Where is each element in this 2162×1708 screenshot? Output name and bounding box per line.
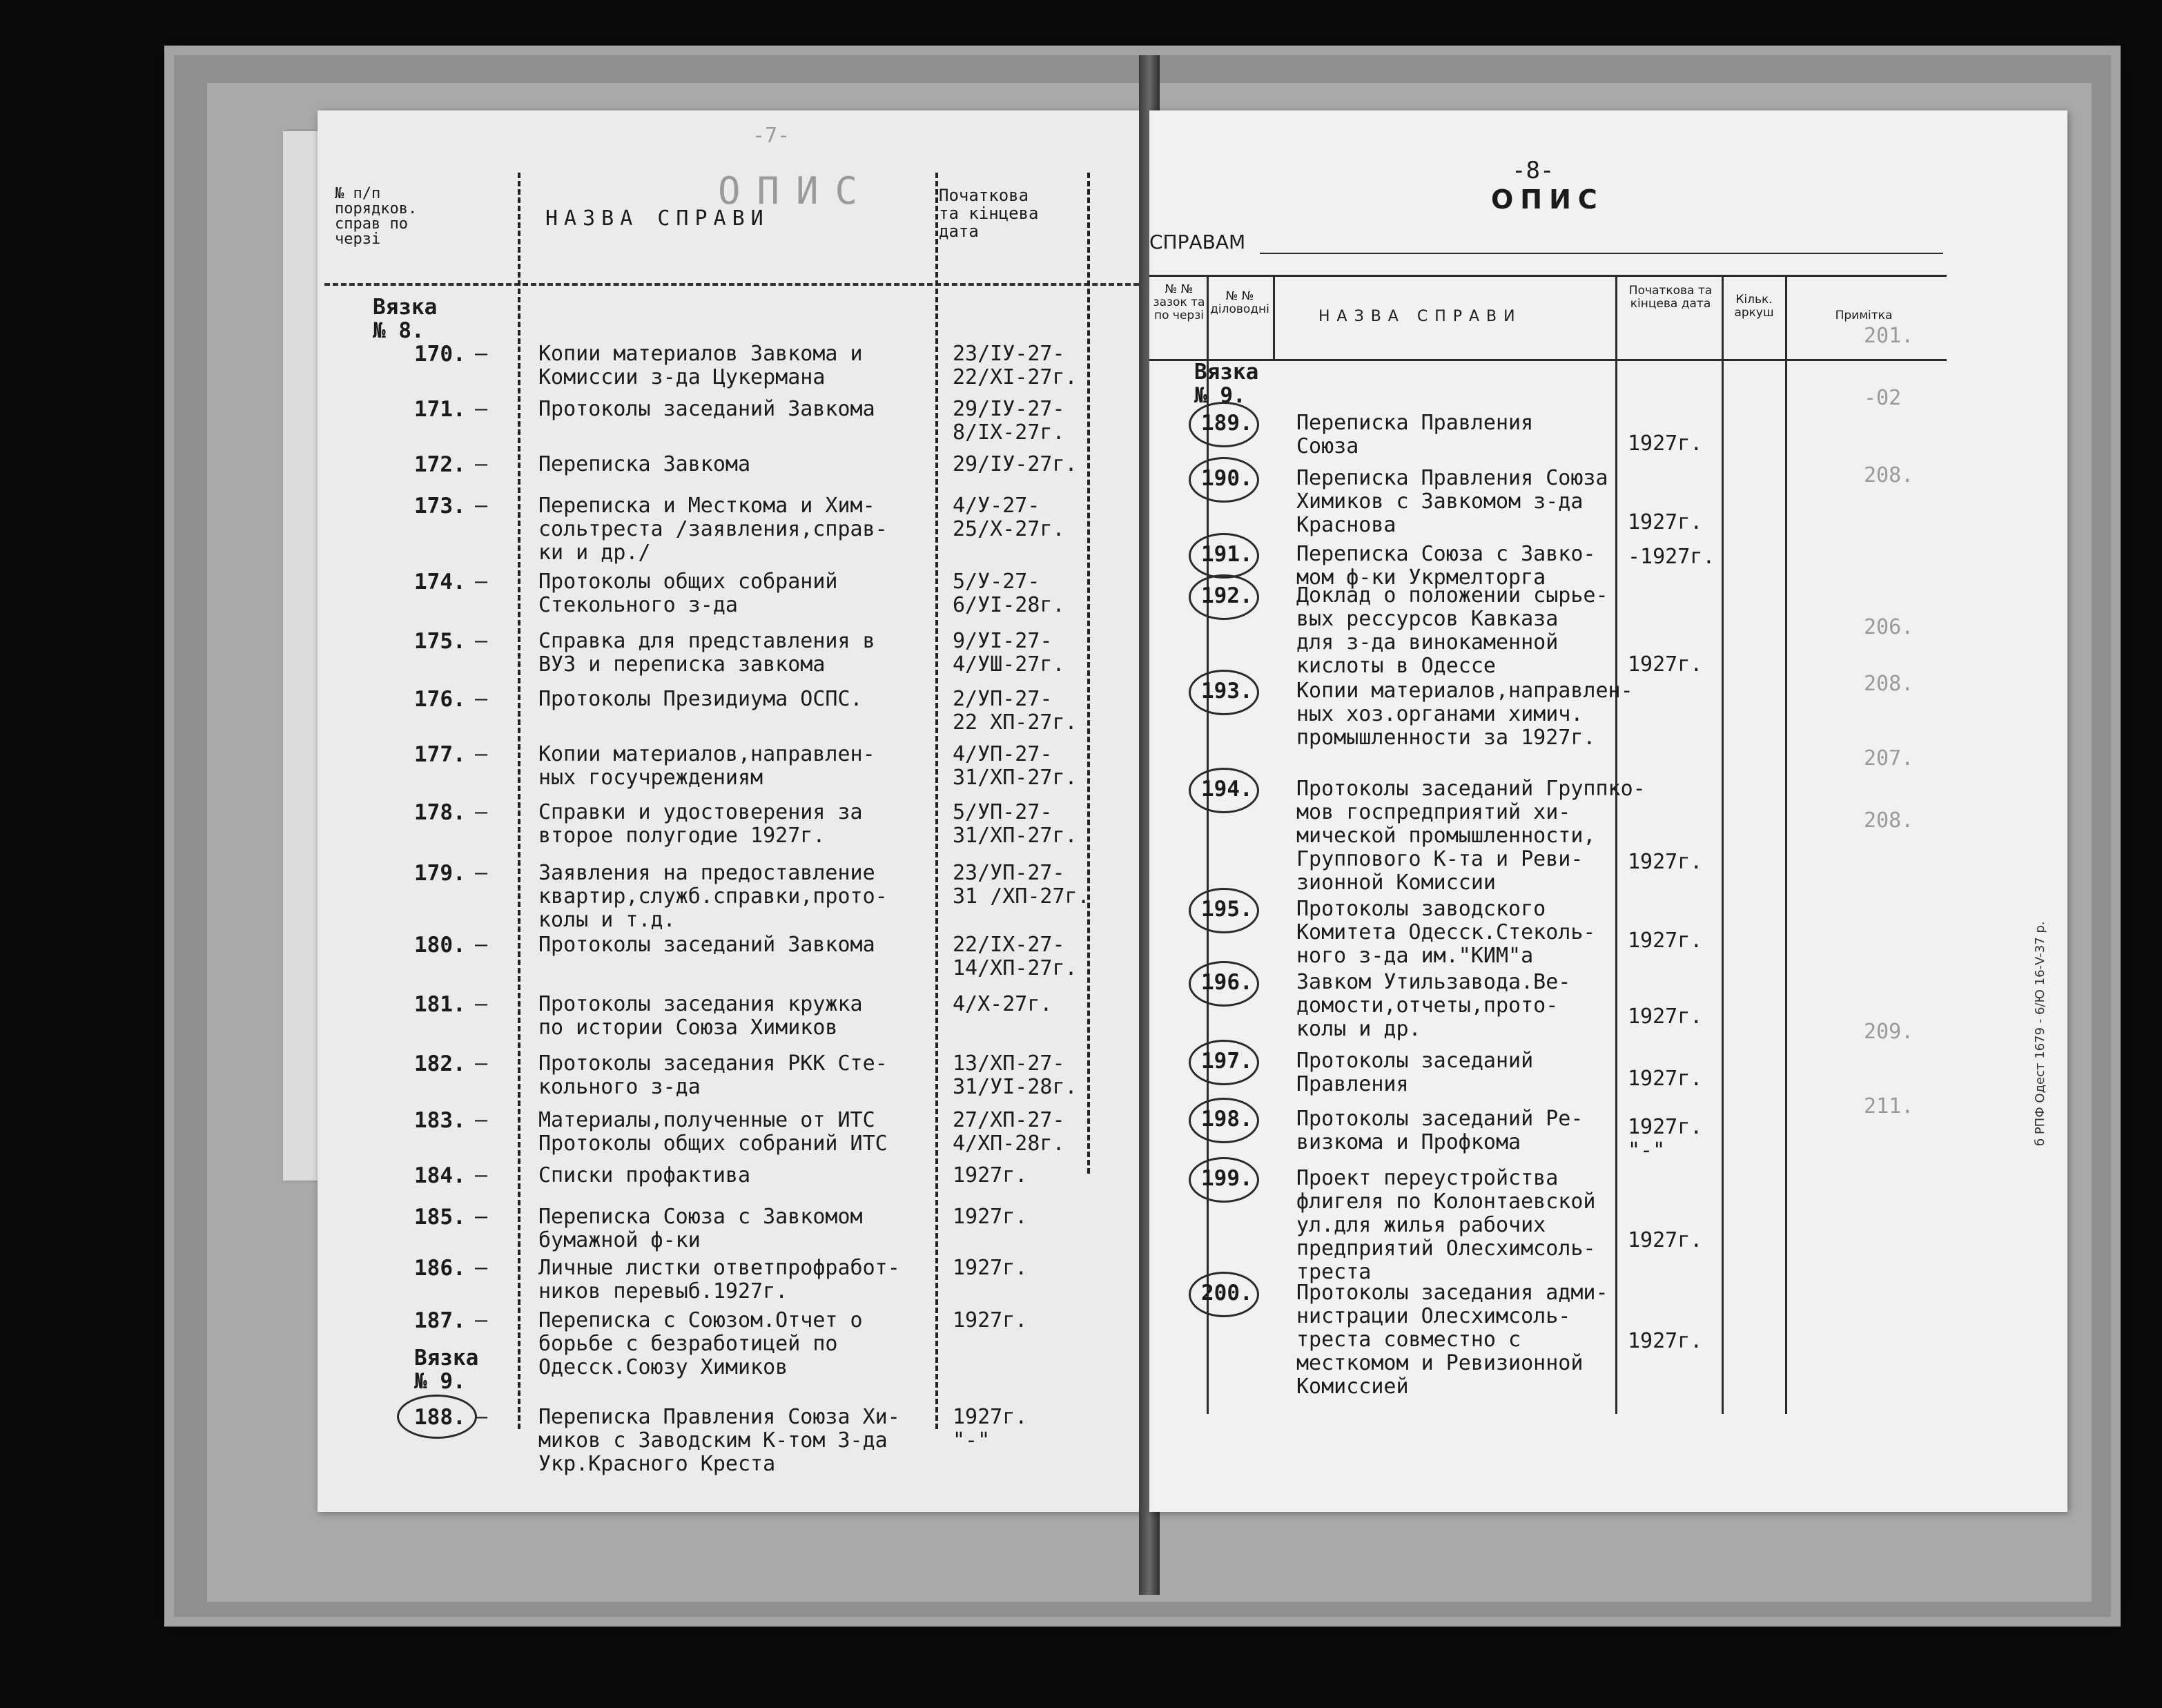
right-case-title: Переписка Правления Союза xyxy=(1296,411,1534,458)
left-col-divider-2 xyxy=(935,173,938,1429)
right-case-dates: 1927г. "-" xyxy=(1628,1115,1703,1163)
left-row-dash: — xyxy=(475,494,488,518)
right-case-title: Доклад о положении сырье- вых рессурсов Кавказа для з-да винокаменной кислоты в Одессе xyxy=(1296,583,1608,678)
left-case-number: 183. xyxy=(414,1108,466,1133)
left-case-number: 173. xyxy=(414,494,466,518)
left-bundle-label-8: Вязка № 8. xyxy=(373,295,438,343)
left-case-title: Протоколы заседаний Завкома xyxy=(538,933,875,957)
left-row-dash: — xyxy=(475,1205,488,1229)
left-case-number: 177. xyxy=(414,742,466,767)
right-case-number: 198. xyxy=(1201,1107,1253,1132)
left-case-number: 184. xyxy=(414,1163,466,1188)
left-row-dash: — xyxy=(475,570,488,594)
right-header-col2: № № діловодні xyxy=(1210,289,1269,316)
left-case-title: Справка для представления в ВУЗ и переписка завкома xyxy=(538,629,875,677)
left-case-number: 179. xyxy=(414,861,466,886)
right-case-title: Протоколы заседаний Правления xyxy=(1296,1049,1534,1096)
right-case-number: 196. xyxy=(1201,970,1253,995)
left-case-number: 187. xyxy=(414,1308,466,1333)
right-case-number: 193. xyxy=(1201,679,1253,703)
right-case-dates: 1927г. xyxy=(1628,1005,1703,1029)
right-case-title: Переписка Правления Союза Химиков с Завкомом з-да Краснова xyxy=(1296,466,1608,537)
right-case-number: 199. xyxy=(1201,1166,1253,1191)
left-case-dates: 13/XП-27- 31/УI-28г. xyxy=(953,1051,1078,1099)
left-case-number: 178. xyxy=(414,800,466,825)
left-case-title: Копии материалов Завкома и Комиссии з-да Цукермана xyxy=(538,342,863,389)
margin-ghost-number: -02 xyxy=(1864,386,1902,410)
left-row-dash: — xyxy=(475,1051,488,1076)
right-bundle-label-9: Вязка № 9. xyxy=(1194,360,1259,408)
right-case-number: 194. xyxy=(1201,777,1253,802)
left-case-number: 186. xyxy=(414,1256,466,1281)
left-case-number: 171. xyxy=(414,397,466,422)
left-case-dates: 5/УП-27- 31/XП-27г. xyxy=(953,800,1078,848)
right-col-line-2 xyxy=(1273,275,1275,359)
right-case-title: Протоколы заседания адми- нистрации Олесхимсоль- треста совместно с месткомом и Ревизионной Комиссией xyxy=(1296,1281,1608,1399)
left-row-dash: — xyxy=(475,452,488,476)
left-row-dash: — xyxy=(475,742,488,766)
left-case-number: 176. xyxy=(414,687,466,712)
left-header-rule xyxy=(324,283,1139,286)
margin-ghost-number: 209. xyxy=(1864,1020,1914,1044)
margin-ghost-number: 211. xyxy=(1864,1094,1914,1118)
right-header-col5: Кільк. аркуш xyxy=(1734,293,1774,320)
right-case-dates: 1927г. xyxy=(1628,1067,1703,1091)
margin-ghost-number: 208. xyxy=(1864,463,1914,487)
right-col-line-1 xyxy=(1207,275,1209,1414)
left-case-dates: 1927г. xyxy=(953,1205,1028,1229)
right-case-dates: 1927г. xyxy=(1628,1329,1703,1353)
left-case-number: 174. xyxy=(414,570,466,594)
left-page-number: -7- xyxy=(752,124,790,148)
margin-ghost-number: 208. xyxy=(1864,672,1914,696)
left-case-title: Протоколы заседания РКК Сте- кольного з-да xyxy=(538,1051,888,1099)
left-case-title: Личные листки ответпрофработ- ников перевыб.1927г. xyxy=(538,1256,900,1303)
left-case-dates: 29/IУ-27г. xyxy=(953,452,1078,476)
left-case-dates: 4/УП-27- 31/XП-27г. xyxy=(953,742,1078,790)
right-case-number: 197. xyxy=(1201,1049,1253,1074)
left-row-dash: — xyxy=(475,861,488,885)
left-case-title: Копии материалов,направлен- ных госучреждениям xyxy=(538,742,875,790)
left-row-dash: — xyxy=(475,1256,488,1280)
left-case-title: Протоколы заседания кружка по истории Союза Химиков xyxy=(538,992,863,1040)
right-case-number: 192. xyxy=(1201,583,1253,608)
right-case-dates: 1927г. xyxy=(1628,431,1703,456)
left-case-dates: 5/У-27- 6/УI-28г. xyxy=(953,570,1065,617)
left-case-title: Переписка и Месткома и Хим- сольтреста /заявления,справ- ки и др./ xyxy=(538,494,888,565)
left-case-dates: 9/УI-27- 4/УШ-27г. xyxy=(953,629,1065,677)
left-case-dates: 1927г. "-" xyxy=(953,1405,1028,1453)
left-case-dates: 23/IУ-27- 22/XI-27г. xyxy=(953,342,1078,389)
left-row-dash: — xyxy=(475,687,488,711)
left-case-dates: 23/УП-27- 31 /XП-27г. xyxy=(953,861,1090,909)
left-row-dash: — xyxy=(475,629,488,653)
left-header-title: НАЗВА СПРАВИ xyxy=(545,206,770,231)
right-col-line-4 xyxy=(1722,275,1724,1414)
left-case-dates: 2/УП-27- 22 XП-27г. xyxy=(953,687,1078,735)
right-case-title: Протоколы заседаний Ре- визкома и Профкома xyxy=(1296,1107,1584,1154)
left-case-title: Материалы,полученные от ИТС Протоколы общих собраний ИТС xyxy=(538,1108,888,1156)
margin-ghost-number: 206. xyxy=(1864,615,1914,639)
left-row-dash: — xyxy=(475,1163,488,1187)
right-case-title: Проект переустройства флигеля по Колонтаевской ул.для жилья рабочих предприятий Олесхимсоль- треста xyxy=(1296,1166,1596,1284)
right-case-dates: -1927г. xyxy=(1628,545,1715,569)
left-case-number: 180. xyxy=(414,933,466,958)
left-case-dates: 4/X-27г. xyxy=(953,992,1053,1016)
left-case-dates: 1927г. xyxy=(953,1163,1028,1187)
subtitle-underline xyxy=(1260,253,1943,254)
right-case-number: 190. xyxy=(1201,466,1253,491)
right-title: ОПИС xyxy=(1491,184,1604,215)
left-case-title: Протоколы Президиума ОСПС. xyxy=(538,687,863,711)
left-bundle-label-9: Вязка № 9. xyxy=(414,1346,479,1394)
right-case-title: Протоколы заводского Комитета Одесск.Стеколь- ного з-да им."КИМ"а xyxy=(1296,897,1596,968)
left-case-dates: 22/IX-27- 14/XП-27г. xyxy=(953,933,1078,980)
left-case-number: 182. xyxy=(414,1051,466,1076)
case-188-circle xyxy=(397,1395,477,1439)
margin-ghost-number: 207. xyxy=(1864,746,1914,770)
right-case-dates: 1927г. xyxy=(1628,652,1703,677)
left-row-dash: — xyxy=(475,1108,488,1132)
right-case-title: Завком Утильзавода.Ве- домости,отчеты,прото- колы и др. xyxy=(1296,970,1571,1041)
left-ghost-title: ОПИС xyxy=(718,169,875,213)
right-subtitle: СПРАВАМ xyxy=(1149,231,1246,253)
left-col-divider-3 xyxy=(1087,173,1090,1174)
right-case-dates: 1927г. xyxy=(1628,850,1703,874)
left-case-title: Протоколы заседаний Завкома xyxy=(538,397,875,421)
left-case-title: Переписка с Союзом.Отчет о борьбе с безработицей по Одесск.Союзу Химиков xyxy=(538,1308,863,1379)
table-header-rule xyxy=(1149,359,1947,361)
left-case-title: Переписка Союза с Завкомом бумажной ф-ки xyxy=(538,1205,863,1252)
right-case-number: 200. xyxy=(1201,1281,1253,1306)
left-case-dates: 4/У-27- 25/X-27г. xyxy=(953,494,1065,541)
left-case-title: Переписка Завкома xyxy=(538,452,751,476)
left-row-dash: — xyxy=(475,1308,488,1332)
right-case-title: Копии материалов,направлен- ных хоз.органами химич. промышленности за 1927г. xyxy=(1296,679,1633,750)
right-header-col1: № № зазок та по черзі xyxy=(1153,282,1205,322)
left-case-title: Протоколы общих собраний Стекольного з-да xyxy=(538,570,838,617)
right-case-number: 191. xyxy=(1201,542,1253,567)
right-case-title: Переписка Союза с Завко- мом ф-ки Укрмелторга xyxy=(1296,542,1596,590)
margin-ghost-number: 201. xyxy=(1864,324,1914,348)
left-row-dash: — xyxy=(475,800,488,824)
right-header-col6: Примітка xyxy=(1835,309,1893,322)
right-case-dates: 1927г. xyxy=(1628,929,1703,953)
left-case-number: 172. xyxy=(414,452,466,477)
left-case-dates: 1927г. xyxy=(953,1256,1028,1280)
left-case-dates: 29/IУ-27- 8/IX-27г. xyxy=(953,397,1065,445)
left-case-number: 181. xyxy=(414,992,466,1017)
left-case-title: Переписка Правления Союза Хи- миков с Заводским К-том З-да Укр.Красного Креста xyxy=(538,1405,900,1476)
left-case-number: 185. xyxy=(414,1205,466,1230)
margin-ghost-number: 208. xyxy=(1864,808,1914,833)
left-case-number: 175. xyxy=(414,629,466,654)
right-page-number: -8- xyxy=(1512,157,1555,184)
left-row-dash: — xyxy=(475,397,488,421)
right-case-number: 189. xyxy=(1201,411,1253,436)
left-header-num: № п/п порядков. справ по черзі xyxy=(335,185,418,248)
left-row-dash: — xyxy=(475,342,488,366)
left-case-dates: 27/XП-27- 4/XП-28г. xyxy=(953,1108,1065,1156)
left-case-number: 188. xyxy=(414,1405,466,1430)
left-row-dash: — xyxy=(475,933,488,957)
left-case-title: Списки профактива xyxy=(538,1163,751,1187)
right-case-dates: 1927г. xyxy=(1628,510,1703,534)
right-header-col3: НАЗВА СПРАВИ xyxy=(1318,308,1522,325)
left-case-title: Справки и удостоверения за второе полугодие 1927г. xyxy=(538,800,863,848)
left-row-dash: — xyxy=(475,992,488,1016)
right-case-number: 195. xyxy=(1201,897,1253,922)
left-case-dates: 1927г. xyxy=(953,1308,1028,1332)
left-row-dash: — xyxy=(475,1405,488,1429)
table-top-rule xyxy=(1149,275,1947,277)
right-case-title: Протоколы заседаний Группко- мов госпредприятий хи- мической промышленности, Группового К-та и Реви- зионной Комиссии xyxy=(1296,777,1646,895)
left-case-title: Заявления на предоставление квартир,служб.справки,прото- колы и т.д. xyxy=(538,861,888,932)
left-col-divider-1 xyxy=(518,173,520,1429)
right-case-dates: 1927г. xyxy=(1628,1228,1703,1252)
left-case-number: 170. xyxy=(414,342,466,367)
right-col-line-5 xyxy=(1785,275,1787,1414)
left-header-dates: Початкова та кінцева дата xyxy=(939,186,1039,241)
right-header-col4: Початкова та кінцева дата xyxy=(1628,284,1713,311)
vertical-print-imprint: б РПФ Одест 1679 - 6/Ю 16-V-37 р. xyxy=(2033,921,2047,1146)
